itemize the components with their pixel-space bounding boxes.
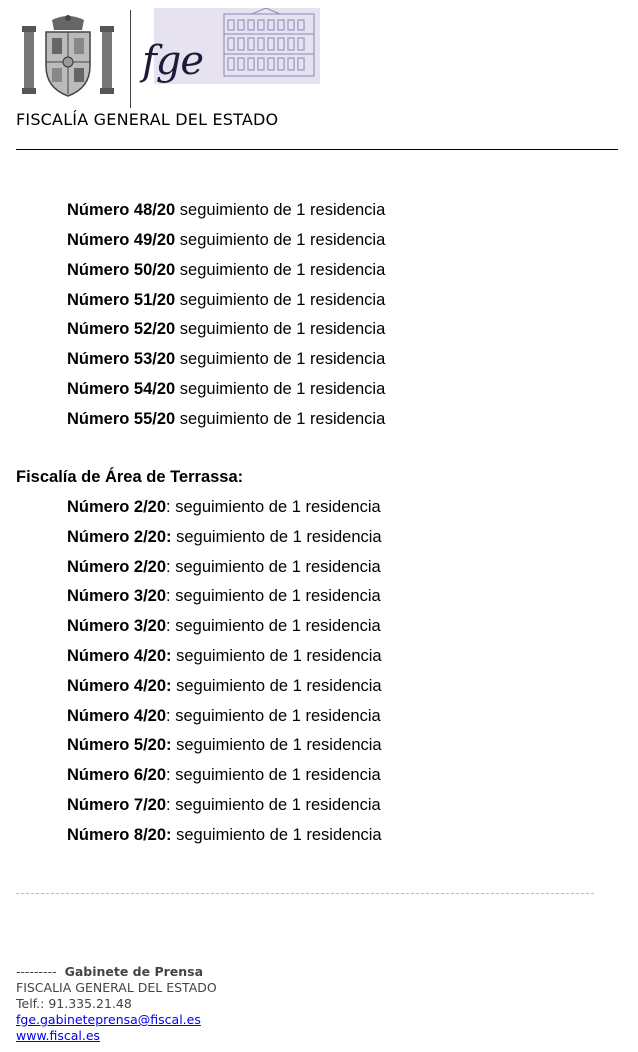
list-item bbox=[67, 410, 385, 429]
item-text: seguimiento de 1 residencia bbox=[171, 736, 382, 754]
item-number: Número 55/20 bbox=[67, 410, 176, 428]
list-item bbox=[67, 707, 381, 726]
item-number: Número 4/20: bbox=[67, 647, 172, 665]
fge-logo bbox=[16, 8, 326, 108]
item-number: Número 51/20 bbox=[67, 291, 176, 309]
footer-gabinete-label: Gabinete de Prensa bbox=[64, 964, 204, 979]
item-number: Número 54/20 bbox=[67, 380, 176, 398]
list-item bbox=[67, 677, 382, 696]
item-number: Número 50/20 bbox=[67, 261, 176, 279]
item-number: Número 53/20 bbox=[67, 350, 176, 368]
item-number: Número 6/20 bbox=[67, 766, 167, 784]
footer-phone: Telf.: 91.335.21.48 bbox=[16, 996, 132, 1011]
section-heading: Fiscalía de Área de Terrassa: bbox=[16, 468, 244, 486]
item-text: seguimiento de 1 residencia bbox=[171, 528, 382, 546]
item-text: : seguimiento de 1 residencia bbox=[166, 707, 381, 725]
list-item bbox=[67, 587, 381, 606]
header-divider bbox=[16, 149, 618, 150]
list-item bbox=[67, 231, 385, 250]
list-item bbox=[67, 736, 382, 755]
item-text: seguimiento de 1 residencia bbox=[175, 291, 386, 309]
list-item bbox=[67, 261, 385, 280]
item-text: seguimiento de 1 residencia bbox=[171, 647, 382, 665]
item-text: : seguimiento de 1 residencia bbox=[166, 766, 381, 784]
list-item bbox=[67, 320, 385, 339]
list-item bbox=[67, 766, 381, 785]
item-number: Número 4/20: bbox=[67, 677, 172, 695]
item-text: seguimiento de 1 residencia bbox=[175, 261, 386, 279]
list-item bbox=[67, 498, 381, 517]
item-text: seguimiento de 1 residencia bbox=[175, 320, 386, 338]
item-text: : seguimiento de 1 residencia bbox=[166, 796, 381, 814]
item-text: seguimiento de 1 residencia bbox=[171, 826, 382, 844]
item-number: Número 2/20 bbox=[67, 498, 167, 516]
item-number: Número 2/20 bbox=[67, 558, 167, 576]
dashed-divider bbox=[16, 893, 594, 894]
item-number: Número 2/20: bbox=[67, 528, 172, 546]
item-text: seguimiento de 1 residencia bbox=[175, 410, 386, 428]
item-text: seguimiento de 1 residencia bbox=[175, 231, 386, 249]
list-item bbox=[67, 350, 385, 369]
item-number: Número 3/20 bbox=[67, 587, 167, 605]
item-number: Número 8/20: bbox=[67, 826, 172, 844]
list-item bbox=[67, 796, 381, 815]
item-text: seguimiento de 1 residencia bbox=[175, 380, 386, 398]
list-item bbox=[67, 826, 382, 845]
footer-gabinete bbox=[16, 964, 217, 980]
item-number: Número 5/20: bbox=[67, 736, 172, 754]
item-number: Número 48/20 bbox=[67, 201, 176, 219]
footer-dashes: --------- bbox=[16, 964, 57, 979]
coat-of-arms-icon bbox=[22, 14, 114, 100]
footer-email-link[interactable]: fge.gabineteprensa@fiscal.es bbox=[16, 1012, 201, 1027]
item-number: Número 7/20 bbox=[67, 796, 167, 814]
footer bbox=[16, 964, 217, 1044]
item-text: : seguimiento de 1 residencia bbox=[166, 587, 381, 605]
item-number: Número 3/20 bbox=[67, 617, 167, 635]
item-text: : seguimiento de 1 residencia bbox=[166, 498, 381, 516]
list-item bbox=[67, 380, 385, 399]
item-text: seguimiento de 1 residencia bbox=[171, 677, 382, 695]
item-text: seguimiento de 1 residencia bbox=[175, 350, 386, 368]
item-number: Número 4/20 bbox=[67, 707, 167, 725]
item-text: : seguimiento de 1 residencia bbox=[166, 617, 381, 635]
footer-org: FISCALIA GENERAL DEL ESTADO bbox=[16, 980, 217, 995]
org-title: FISCALÍA GENERAL DEL ESTADO bbox=[16, 110, 279, 129]
list-item bbox=[67, 647, 382, 666]
item-text: : seguimiento de 1 residencia bbox=[166, 558, 381, 576]
item-number: Número 49/20 bbox=[67, 231, 176, 249]
list-item bbox=[67, 201, 385, 220]
list-item bbox=[67, 617, 381, 636]
footer-website-link[interactable]: www.fiscal.es bbox=[16, 1028, 101, 1043]
item-number: Número 52/20 bbox=[67, 320, 176, 338]
list-item bbox=[67, 528, 382, 547]
fge-logo-text: fge bbox=[142, 38, 204, 84]
logo-divider bbox=[130, 10, 131, 108]
list-item bbox=[67, 558, 381, 577]
item-text: seguimiento de 1 residencia bbox=[175, 201, 386, 219]
list-item bbox=[67, 291, 385, 310]
